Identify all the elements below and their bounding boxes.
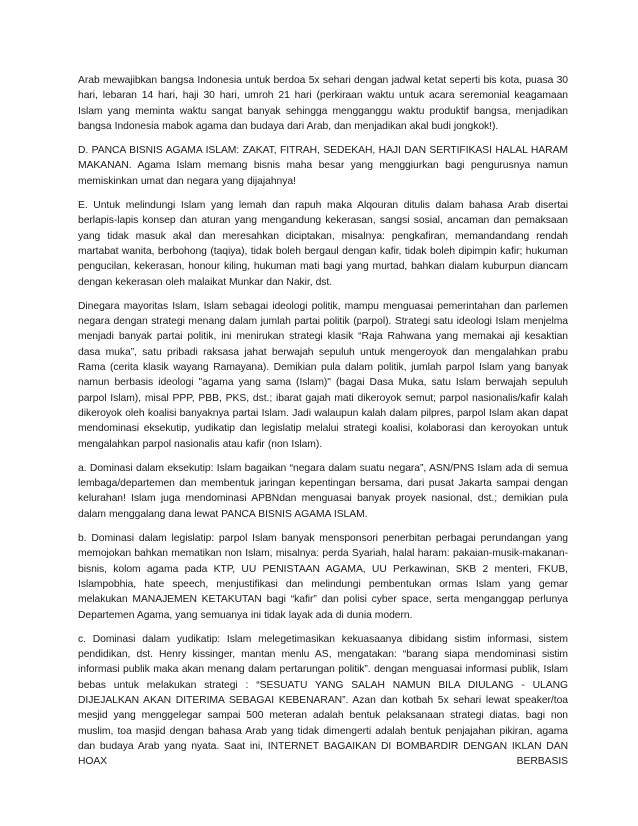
paragraph-e-melindungi-islam: E. Untuk melindungi Islam yang lemah dan rapuh maka Alqouran ditulis dalam bahasa Arab disertai berlapis-lapis konsep dan aturan yang mengandung kekerasan, sangsi sosial, ancaman dan pemaksaan yang tidak masuk akal dan meresahkan diciptakan, misalnya: pengkafiran, memandandang rendah martabat wanita, berbohong (taqiya), tidak boleh bergaul dengan kafir, tidak boleh dipimpin kafir; hukuman pengucilan, kekerasan, honour kiling, hukuman mati bagi yang murtad, bahkan dialam kuburpun diancam dengan kekerasan oleh malaikat Munkar dan Nakir, dst. (78, 200, 568, 288)
paragraph-b-legislatip: b. Dominasi dalam legislatip: parpol Islam banyak mensponsori penerbitan perbagai perundangan yang memojokan bahkan mematikan non Islam, misalnya: perda Syariah, halal haram: pakaian-musik-makanan-bisnis, kolom agama pada KTP, UU PENISTAAN AGAMA, UU Perkawinan, SKB 2 menteri, FKUB, Islampobhia, hate speech, menjustifikasi dan melindungi pembentukan ormas Islam yang gemar melakukan MANAJEMEN KETAKUTAN bagi “kafir” dan polisi cyber space, serta menganggap perlunya Departemen Agama, yang semuanya ini tidak layak ada di dunia modern. (78, 533, 568, 621)
paragraph-d-panca-bisnis: D. PANCA BISNIS AGAMA ISLAM: ZAKAT, FITRAH, SEDEKAH, HAJI DAN SERTIFIKASI HALAL HARAM MAKANAN. Agama Islam memang bisnis maha besar yang menggiurkan bagi pengurusnya namun memiskinkan umat dan negara yang dijajahnya! (78, 145, 568, 187)
paragraph-a-eksekutip: a. Dominasi dalam eksekutip: Islam bagaikan “negara dalam suatu negara”, ASN/PNS Islam ada di semua lembaga/departemen dan membentuk jaringan kepentingan bersama, dari pusat Jakarta sampai dengan kelurahan! Islam juga mendominasi APBNdan menguasai banyak proyek nasional, dst.; demikian pula dalam menggalang dana lewat PANCA BISNIS AGAMA ISLAM. (78, 462, 568, 520)
paragraph-c-yudikatip: c. Dominasi dalam yudikatip: Islam melegetimasikan kekuasaanya dibidang sistim informasi, sistem pendidikan, dst. Henry kissinger, mantan menlu AS, mengatakan: “barang siapa mendominasi sistim informasi publik maka akan menang dalam pertarungan politik”. dengan menguasai informasi publik, Islam bebas untuk melakukan strategi : “SESUATU YANG SALAH NAMUN BILA DIULANG - ULANG DIJEJALKAN AKAN DITERIMA SEBAGAI KEBENARAN”. Azan dan kotbah 5x sehari lewat speaker/toa mesjid yang menggelegar sampai 500 meteran adalah bentuk pelaksanaan strategi diatas. bagi non muslim, toa masjid dengan bahasa Arab yang tidak dimengerti adalah bentuk penjajahan pikiran, agama dan budaya Arab yang nyata. Saat ini, INTERNET BAGAIKAN DI BOMBARDIR DENGAN IKLAN DAN HOAX BERBASIS (78, 633, 568, 768)
paragraph-dinegara-mayoritas: Dinegara mayoritas Islam, Islam sebagai ideologi politik, mampu menguasai pemerintahan dan parlemen negara dengan strategi menang dalam jumlah partai politik (parpol). Strategi satu ideologi Islam menjelma menjadi banyak partai politik, ini menirukan strategi klasik “Raja Rahwana yang memakai aji kesaktian dasa muka”, satu pribadi raksasa jahat berwajah sepuluh untuk mengeroyok dan mengalahkan prabu Rama (cerita klasik wayang Ramayana). Demikian pula dalam politik, jumlah parpol Islam yang banyak namun berbasis ideologi "agama yang sama (Islam)" (bagai Dasa Muka, satu Islam berwajah sepuluh parpol Islam), misal PPP, PBB, PKS, dst.; ibarat gajah mati dikeroyok semut; parpol nasionalis/kafir kalah dikeroyok oleh koalisi banyaknya partai Islam. Jadi walaupun kalah dalam pilpres, parpol Islam akan dapat mendominasi eksekutip, yudikatip dan legislatip melalui strategi koalisi, kolaborasi dan keroyokan untuk mengalahkan parpol nasionalis atau kafir (non Islam). (78, 300, 568, 450)
paragraph-arab-obligations: Arab mewajibkan bangsa Indonesia untuk berdoa 5x sehari dengan jadwal ketat seperti bis kota, puasa 30 hari, lebaran 14 hari, haji 30 hari, umroh 21 hari (perkiraan waktu untuk acara seremonial keagamaan Islam yang meminta waktu sangat banyak sehingga mengganggu waktu produktif bangsa, menjadikan bangsa Indonesia mabok agama dan budaya dari Arab, dan menjadikan akal budi jongkok!). (78, 75, 568, 132)
